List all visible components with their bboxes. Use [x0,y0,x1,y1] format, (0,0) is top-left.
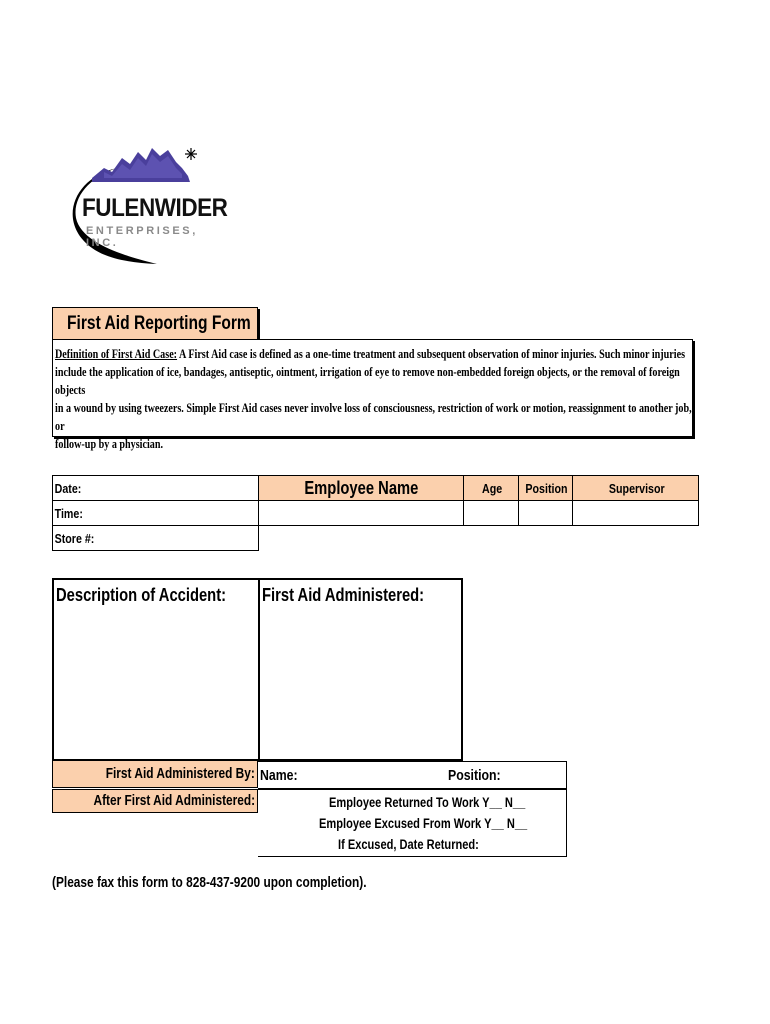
form-title: First Aid Reporting Form [67,313,251,334]
definition-label: Definition of First Aid Case: [55,347,178,361]
excused-from-work-line: Employee Excused From Work Y__ N__ [319,816,528,831]
logo-subtitle: ENTERPRISES, INC. [86,225,198,249]
name-label: Name: [260,767,298,784]
employee-name-header-text: Employee Name [304,477,419,498]
company-logo [62,138,228,268]
time-field[interactable] [53,501,259,526]
definition-line-2: include the application of ice, bandages, antiseptic, ointment, irrigation of eye to remove non-embedded foreign objects, or the removal of foreign objects [55,365,680,397]
administered-by-label: First Aid Administered By: [105,766,255,782]
store-field[interactable] [53,526,259,551]
date-label: Date: [54,480,82,496]
after-administered-row [52,789,258,813]
definition-line-4: follow-up by a physician. [55,437,164,451]
definition-box [52,339,693,451]
age-header-text: Age [481,480,502,496]
date-returned-line: If Excused, Date Returned: [338,837,479,852]
age-header [464,476,519,501]
first-aid-administered-label: First Aid Administered: [262,585,425,605]
supervisor-header [573,476,699,501]
definition-text [55,345,695,453]
store-label: Store #: [54,530,95,546]
return-status-field[interactable] [258,789,567,857]
logo-name: FULENWIDER [82,194,228,222]
administered-by-row [52,761,258,788]
employee-name-input[interactable] [259,501,464,526]
age-input[interactable] [464,501,519,526]
time-label: Time: [54,505,83,521]
position-header [519,476,573,501]
date-field[interactable] [53,476,259,501]
definition-line-3: in a wound by using tweezers. Simple First Aid cases never involve loss of consciousness, restriction of work or motion, reassignment to another job, or [55,401,692,433]
accident-section [52,578,463,761]
first-aid-administered-area[interactable] [260,610,461,760]
name-position-field[interactable] [258,761,567,789]
employee-name-header [259,476,464,501]
position-header-text: Position [525,480,568,496]
description-of-accident-area[interactable] [54,610,258,760]
form-title-box [52,307,258,340]
supervisor-input[interactable] [573,501,699,526]
after-administered-label: After First Aid Administered: [93,793,255,809]
position-input[interactable] [519,501,573,526]
fax-note: (Please fax this form to 828-437-9200 upon completion). [52,875,367,891]
position-label: Position: [448,767,501,784]
definition-line-1: A First Aid case is defined as a one-time treatment and subsequent observation of minor injuries. Such minor injuries [179,347,686,361]
supervisor-header-text: Supervisor [608,480,665,496]
description-of-accident-label: Description of Accident: [56,585,227,605]
employee-info-table [52,475,699,551]
returned-to-work-line: Employee Returned To Work Y__ N__ [329,795,526,810]
